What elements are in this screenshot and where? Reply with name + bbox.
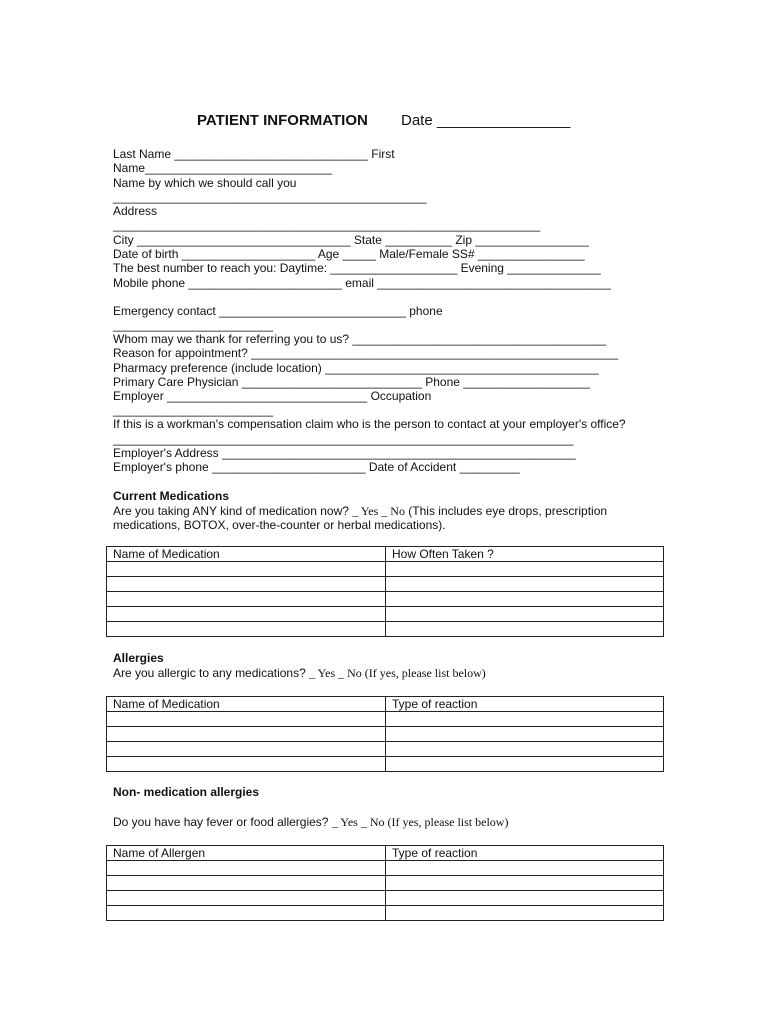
table-cell[interactable] bbox=[107, 891, 386, 906]
col-header-medication: Name of Medication bbox=[107, 547, 386, 562]
table-cell[interactable] bbox=[386, 607, 664, 622]
col-header-reaction: Type of reaction bbox=[386, 697, 664, 712]
table-cell[interactable] bbox=[107, 607, 386, 622]
dob-age-sex-ssn-field[interactable]: Date of birth ____________________ Age _____ Male/Female SS# ________________ bbox=[113, 247, 585, 261]
employer-field[interactable]: Employer ______________________________ Occupation bbox=[113, 389, 432, 403]
emergency-contact-blank[interactable]: ________________________ bbox=[113, 318, 274, 332]
medications-question bbox=[113, 504, 607, 518]
employer-address-field[interactable]: Employer's Address _____________________________________________________ bbox=[113, 446, 576, 460]
workman-comp-field[interactable]: _____________________________________________________________________ bbox=[113, 432, 574, 446]
table-header-row bbox=[107, 846, 664, 861]
table-cell[interactable] bbox=[107, 876, 386, 891]
table-header-row bbox=[107, 547, 664, 562]
employer-phone-field[interactable]: Employer's phone _______________________ Date of Accident _________ bbox=[113, 460, 520, 474]
col-header-allergen: Name of Allergen bbox=[107, 846, 386, 861]
page-title: PATIENT INFORMATION bbox=[197, 112, 368, 129]
col-header-medication: Name of Medication bbox=[107, 697, 386, 712]
table-cell[interactable] bbox=[386, 562, 664, 577]
allergies-yes-no[interactable]: _ Yes _ No (If yes, please list below) bbox=[309, 666, 486, 680]
nickname-label: Name by which we should call you bbox=[113, 176, 297, 190]
table-cell[interactable] bbox=[386, 712, 664, 727]
table-row bbox=[107, 861, 664, 876]
medications-heading: Current Medications bbox=[113, 489, 230, 503]
city-state-zip-field[interactable]: City ________________________________ State __________ Zip _________________ bbox=[113, 233, 589, 247]
pharmacy-field[interactable]: Pharmacy preference (include location) _________________________________________ bbox=[113, 361, 599, 375]
allergies-question-text: Are you allergic to any medications? bbox=[113, 666, 306, 680]
workman-comp-label: If this is a workman's compensation claim who is the person to contact at your employer's office? bbox=[113, 417, 626, 431]
table-cell[interactable] bbox=[386, 742, 664, 757]
table-row bbox=[107, 757, 664, 772]
medications-note: (This includes eye drops, prescription bbox=[408, 504, 608, 518]
non-med-allergies-heading: Non- medication allergies bbox=[113, 785, 260, 799]
non-med-allergies-question bbox=[113, 815, 508, 829]
table-cell[interactable] bbox=[386, 861, 664, 876]
allergies-question bbox=[113, 666, 486, 680]
non-med-allergies-table bbox=[106, 845, 664, 921]
table-cell[interactable] bbox=[107, 622, 386, 637]
emergency-contact-field[interactable]: Emergency contact ____________________________ phone bbox=[113, 304, 443, 318]
table-row bbox=[107, 876, 664, 891]
table-cell[interactable] bbox=[107, 562, 386, 577]
table-cell[interactable] bbox=[386, 622, 664, 637]
allergies-heading: Allergies bbox=[113, 651, 164, 665]
address-field[interactable]: ________________________________________________________________ bbox=[113, 218, 541, 232]
table-cell[interactable] bbox=[107, 757, 386, 772]
address-label: Address bbox=[113, 204, 158, 218]
table-cell[interactable] bbox=[386, 891, 664, 906]
pcp-field[interactable]: Primary Care Physician ___________________________ Phone ___________________ bbox=[113, 375, 591, 389]
table-cell[interactable] bbox=[386, 876, 664, 891]
date-field[interactable]: Date ________________ bbox=[401, 112, 571, 129]
table-row bbox=[107, 906, 664, 921]
table-cell[interactable] bbox=[107, 592, 386, 607]
referral-field[interactable]: Whom may we thank for referring you to us? ______________________________________ bbox=[113, 332, 607, 346]
table-row bbox=[107, 592, 664, 607]
col-header-reaction: Type of reaction bbox=[386, 846, 664, 861]
table-cell[interactable] bbox=[386, 906, 664, 921]
reason-field[interactable]: Reason for appointment? _______________________________________________________ bbox=[113, 346, 619, 360]
table-cell[interactable] bbox=[386, 577, 664, 592]
non-med-yes-no[interactable]: _ Yes _ No (If yes, please list below) bbox=[331, 815, 509, 829]
name-field[interactable]: Last Name _____________________________ First bbox=[113, 147, 395, 161]
table-header-row bbox=[107, 697, 664, 712]
non-med-question-text: Do you have hay fever or food allergies? bbox=[113, 815, 329, 829]
medications-note-cont: medications, BOTOX, over-the-counter or herbal medications). bbox=[113, 518, 446, 532]
table-row bbox=[107, 562, 664, 577]
table-row bbox=[107, 712, 664, 727]
occupation-blank[interactable]: ________________________ bbox=[113, 403, 274, 417]
table-cell[interactable] bbox=[386, 757, 664, 772]
table-row bbox=[107, 742, 664, 757]
phone-field[interactable]: The best number to reach you: Daytime: ___________________ Evening ______________ bbox=[113, 261, 601, 275]
mobile-email-field[interactable]: Mobile phone _______________________ email ___________________________________ bbox=[113, 276, 611, 290]
table-cell[interactable] bbox=[386, 592, 664, 607]
allergies-table bbox=[106, 696, 664, 772]
table-cell[interactable] bbox=[107, 742, 386, 757]
table-cell[interactable] bbox=[107, 906, 386, 921]
medications-question-text: Are you taking ANY kind of medication now? bbox=[113, 504, 349, 518]
table-cell[interactable] bbox=[107, 577, 386, 592]
table-cell[interactable] bbox=[107, 861, 386, 876]
medications-yes-no[interactable]: _ Yes _ No bbox=[352, 504, 405, 518]
col-header-frequency: How Often Taken ? bbox=[386, 547, 664, 562]
table-row bbox=[107, 727, 664, 742]
table-cell[interactable] bbox=[386, 727, 664, 742]
table-cell[interactable] bbox=[107, 727, 386, 742]
table-row bbox=[107, 577, 664, 592]
medications-table bbox=[106, 546, 664, 637]
table-row bbox=[107, 607, 664, 622]
table-row bbox=[107, 891, 664, 906]
nickname-field[interactable]: _______________________________________________ bbox=[113, 190, 427, 204]
first-name-field[interactable]: Name____________________________ bbox=[113, 161, 332, 175]
table-row bbox=[107, 622, 664, 637]
table-cell[interactable] bbox=[107, 712, 386, 727]
